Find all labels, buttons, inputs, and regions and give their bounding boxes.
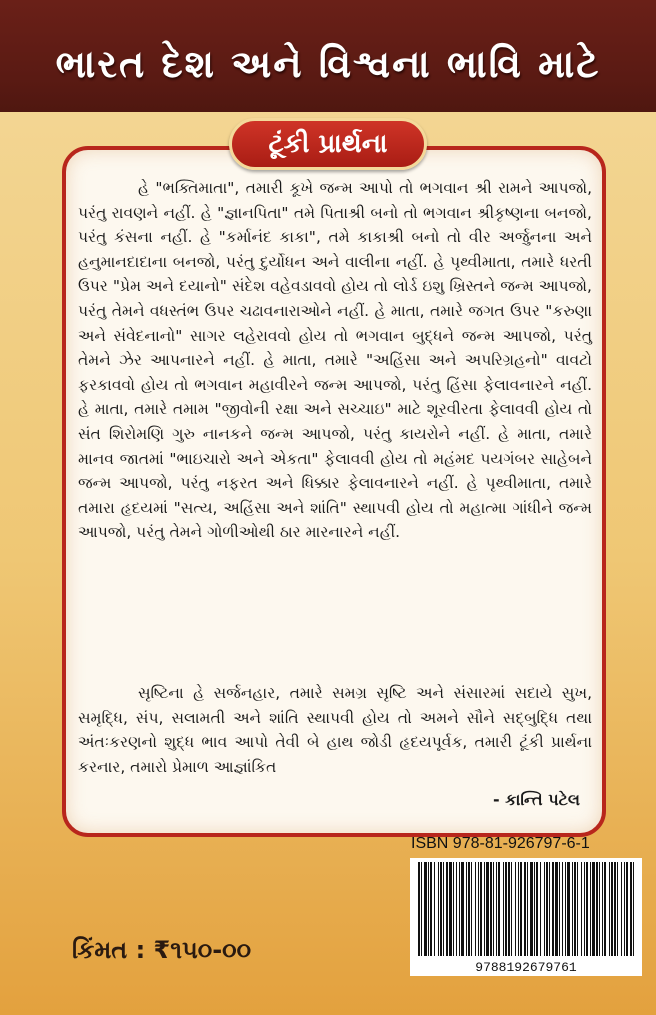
barcode-bar [461, 862, 464, 956]
barcode-bar [438, 862, 439, 956]
barcode-bar [574, 862, 576, 956]
prayer-paragraph-1: હે "ભક્તિમાતા", તમારી કૂખે જન્મ આપો તો ભગવાન શ્રી રામને આપજો, પરંતુ રાવણને નહીં. હે "જ્ઞાનપિતા" તમે પિતાશ્રી બનો તો ભગવાન શ્રીકૃષ્ણના બનજો, પરંતુ કંસના નહીં. હે "કર્માનંદ કાકા", તમે કાકાશ્રી બનો તો વીર અર્જુનના અને હનુમાનદાદાના બનજો, પરંતુ દુર્યોધન અને વાલીના નહીં. હે પૃથ્વીમાતા, તમારે ધરતી ઉપર "પ્રેમ અને દયાનો" સંદેશ વહેવડાવવો હોય તો લોર્ડ ઇશુ ખ્રિસ્તને જન્મ આપજો, પરંતુ તેમને વધસ્તંભ ઉપર ચઢાવનારાઓને નહીં. હે માતા, તમારે જગત ઉપર "કરુણા અને સંવેદનાનો" સાગર લહેરાવવો હોય તો ભગવાન બુદ્ધને જન્મ આપજો, પરંતુ તેમને ઝેર આપનારને નહીં. હે માતા, તમારે "અહિંસા અને અપરિગ્રહનો" વાવટો ફરકાવવો હોય તો ભગવાન મહાવીરને જન્મ આપજો, પરંતુ હિંસા ફેલાવનારને નહીં. હે માતા, તમારે તમામ "જીવોની રક્ષા અને સચ્ચાઇ" માટે શૂરવીરતા ફેલાવવી હોય તો સંત શિરોમણિ ગુરુ નાનકને જન્મ આપજો, પરંતુ કાયરોને નહીં. હે માતા, તમારે માનવ જાતમાં "ભાઇચારો અને એકતા" ફેલાવવી હોય તો મહંમદ પયગંબર સાહેબને જન્મ આપજો, પરંતુ નફરત અને ધિક્કાર ફેલાવનારને નહીં. હે પૃથ્વીમાતા, તમારે તમારા હૃદયમાં "સત્ય, અહિંસા અને શાંતિ" સ્થાપવી હોય તો મહાત્મા ગાંધીને જન્મ આપજો, પરંતુ તેમને ગોળીઓથી ઠાર મારનારને નહીં. [78, 179, 592, 542]
prayer-title-badge: ટૂંકી પ્રાર્થના [229, 118, 427, 170]
barcode-bar [456, 862, 457, 956]
barcode-bar [599, 862, 600, 956]
barcode-bar [581, 862, 582, 956]
barcode-bar [602, 862, 603, 956]
barcode-bar [559, 862, 560, 956]
barcode-bar [503, 862, 504, 956]
barcode-bar [421, 862, 422, 956]
barcode-bar [424, 862, 427, 956]
barcode-bar [540, 862, 541, 956]
barcode-bar [475, 862, 476, 956]
barcode-bar [552, 862, 554, 956]
banner-title: ભારત દેશ અને વિશ્વના ભાવિ માટે [55, 42, 601, 86]
barcode-bar [536, 862, 538, 956]
barcode-bar [446, 862, 448, 956]
barcode-bar [565, 862, 566, 956]
barcode-bar [562, 862, 563, 956]
barcode-bar [505, 862, 507, 956]
barcode-bar [434, 862, 435, 956]
barcode-bar [428, 862, 429, 956]
barcode-bar [546, 862, 548, 956]
barcode-digits: 9788192679761 [475, 960, 577, 975]
barcode-bar [604, 862, 606, 956]
barcode-bar [577, 862, 578, 956]
author-signature: - કાન્તિ પટેલ [492, 790, 580, 809]
price-label: કિંમત : ₹૧૫૦-૦૦ [72, 936, 252, 964]
isbn-label: ISBN 978-81-926797-6-1 [411, 835, 590, 852]
barcode-bar [515, 862, 516, 956]
barcode-bar [524, 862, 526, 956]
barcode-bar [498, 862, 500, 956]
barcode-bar [430, 862, 432, 956]
barcode-bar [617, 862, 618, 956]
barcode-bar [633, 862, 634, 956]
barcode-bar [496, 862, 497, 956]
barcode-bar [544, 862, 545, 956]
barcode-bar [530, 862, 533, 956]
barcode-bar [590, 862, 591, 956]
barcode-bar [478, 862, 479, 956]
barcode-bar [572, 862, 573, 956]
barcode-bar [621, 862, 622, 956]
barcode-bar [584, 862, 585, 956]
barcode-bar [626, 862, 628, 956]
barcode-bar [468, 862, 470, 956]
barcode-bar [418, 862, 420, 956]
barcode-bar [453, 862, 454, 956]
barcode-bar [493, 862, 494, 956]
barcode-bar [511, 862, 512, 956]
barcode-bar [534, 862, 535, 956]
prayer-paragraph-2: સૃષ્ટિના હે સર્જનહાર, તમારે સમગ્ર સૃષ્ટિ અને સંસારમાં સદાયે સુખ, સમૃદ્ધિ, સંપ, સલામતી અને શાંતિ સ્થાપવી હોય તો અમને સૌને સદ્બુદ્ધિ તથા અંતઃકરણનો શુદ્ધ ભાવ આપો તેવી બે હાથ જોડી હૃદયપૂર્વક, તમારી ટૂંકી પ્રાર્થના કરનાર, તમારો પ્રેમાળ આજ્ઞાંકિત [78, 684, 592, 776]
barcode-bar [549, 862, 550, 956]
barcode-bar [630, 862, 632, 956]
barcode-bar [484, 862, 485, 956]
barcode-bar [490, 862, 492, 956]
barcode-bar [592, 862, 595, 956]
barcode-bar [586, 862, 588, 956]
barcode-bar [567, 862, 570, 956]
barcode-bar [614, 862, 616, 956]
barcode-bar [508, 862, 510, 956]
barcode-bar [518, 862, 519, 956]
barcode-bar [596, 862, 598, 956]
barcode-bar [449, 862, 452, 956]
barcode [410, 858, 642, 976]
barcode-bar [527, 862, 528, 956]
barcode-bar [471, 862, 472, 956]
barcode-bar [609, 862, 610, 956]
barcode-bar [555, 862, 558, 956]
barcode-bar [486, 862, 489, 956]
barcode-bar [611, 862, 613, 956]
barcode-bar [459, 862, 460, 956]
barcode-bar [440, 862, 442, 956]
barcode-bar [466, 862, 467, 956]
barcode-bar [443, 862, 444, 956]
barcode-bar [624, 862, 625, 956]
barcode-bar [520, 862, 522, 956]
barcode-bar [480, 862, 482, 956]
